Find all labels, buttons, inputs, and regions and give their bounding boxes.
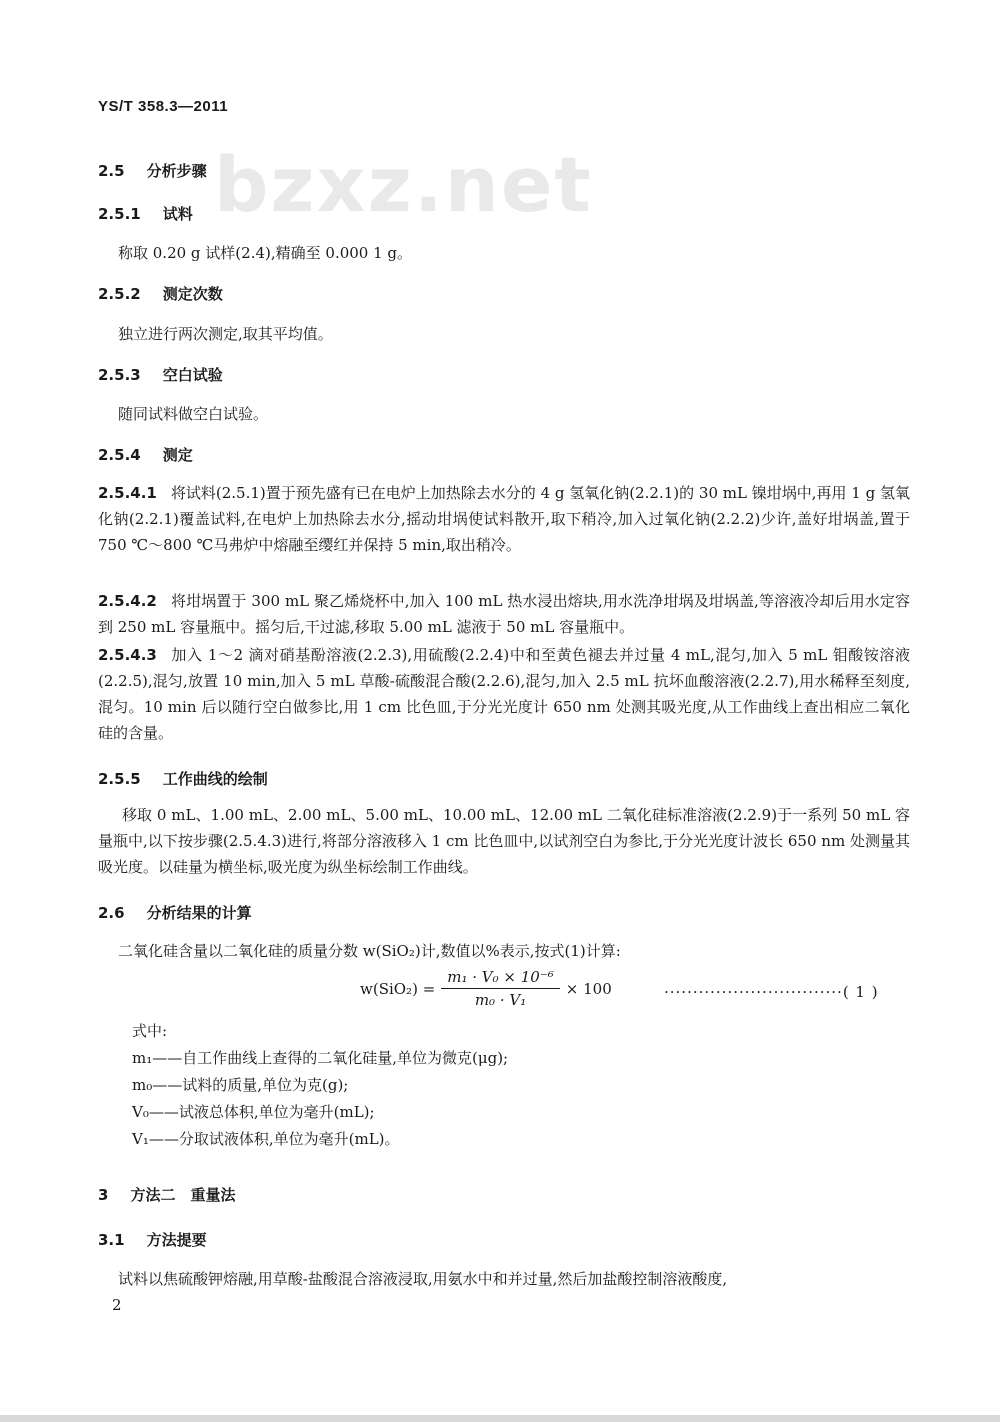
definition-m0: m₀——试料的质量,单位为克(g); <box>132 1076 349 1094</box>
section-number: 2.6 <box>98 904 125 922</box>
section-heading-2-5-4 <box>98 444 193 465</box>
section-number: 2.5.1 <box>98 205 141 223</box>
section-heading-3 <box>98 1184 235 1205</box>
section-title: 试料 <box>162 205 193 223</box>
standard-code: YS/T 358.3—2011 <box>98 98 229 115</box>
section-heading-2-5-1 <box>98 203 193 224</box>
formula-leader-dots: ······························· <box>664 983 843 1001</box>
paragraph-3-1: 试料以焦硫酸钾熔融,用草酸-盐酸混合溶液浸取,用氨水中和并过量,然后加盐酸控制溶液酸度, <box>118 1270 728 1288</box>
clause-text: 加入 1～2 滴对硝基酚溶液(2.2.3),用硫酸(2.2.4)中和至黄色褪去并过量 4 mL,混匀,加入 5 mL 钼酸铵溶液(2.2.5),混匀,放置 10 min,加入 5 mL 草酸-硫酸混合酸(2.2.6),混匀,加入 2.5 mL 抗坏血酸溶液(2.2.7),用水稀释至刻度,混匀。10 min 后以随行空白做参比,用 1 cm 比色皿,于分光光度计 650 nm 处测其吸光度,从工作曲线上查出相应二氧化硅的含量。 <box>98 646 910 742</box>
paragraph-2-5-3: 随同试料做空白试验。 <box>118 405 269 423</box>
paragraph-2-5-1: 称取 0.20 g 试样(2.4),精确至 0.000 1 g。 <box>118 244 413 262</box>
section-heading-2-5-3 <box>98 364 223 385</box>
page-bottom-edge <box>0 1415 1000 1422</box>
definition-v0: V₀——试液总体积,单位为毫升(mL); <box>132 1103 375 1121</box>
section-title: 方法提要 <box>146 1231 207 1249</box>
section-heading-2-5 <box>98 160 207 181</box>
section-heading-3-1 <box>98 1229 207 1250</box>
section-number: 2.5 <box>98 162 125 180</box>
clause-text: 将坩埚置于 300 mL 聚乙烯烧杯中,加入 100 mL 热水浸出熔块,用水洗净坩埚及坩埚盖,等溶液冷却后用水定容到 250 mL 容量瓶中。摇匀后,干过滤,移取 5.00 mL 滤液于 50 mL 容量瓶中。 <box>98 592 910 636</box>
section-number: 3.1 <box>98 1231 125 1249</box>
paragraph-2-5-4-2 <box>98 588 910 640</box>
section-title: 测定 <box>162 446 193 464</box>
formula-number: ( 1 ) <box>842 983 879 1001</box>
section-heading-2-5-5 <box>98 768 268 789</box>
section-number: 2.5.5 <box>98 770 141 788</box>
clause-number: 2.5.4.1 <box>98 484 157 502</box>
section-title: 空白试验 <box>162 366 223 384</box>
formula-lhs: w(SiO₂) = <box>360 979 436 998</box>
page-number: 2 <box>112 1296 122 1314</box>
section-number: 3 <box>98 1186 109 1204</box>
definition-m1: m₁——自工作曲线上查得的二氧化硅量,单位为微克(μg); <box>132 1049 509 1067</box>
section-title: 测定次数 <box>162 285 223 303</box>
clause-text: 将试料(2.5.1)置于预先盛有已在电炉上加热除去水分的 4 g 氢氧化钠(2.2.1)的 30 mL 镍坩埚中,再用 1 g 氢氧化钠(2.2.1)覆盖试料,在电炉上加热除去水分,摇动坩埚使试料散开,取下稍冷,加入过氧化钠(2.2.2)少许,盖好坩埚盖,置于 750 ℃～800 ℃马弗炉中熔融至缨红并保持 5 min,取出稍冷。 <box>98 484 910 554</box>
paragraph-2-5-2: 独立进行两次测定,取其平均值。 <box>118 325 333 343</box>
formula-tail: × 100 <box>565 979 612 998</box>
section-heading-2-5-2 <box>98 283 223 304</box>
section-title: 工作曲线的绘制 <box>162 770 268 788</box>
watermark: bzxz.net <box>214 140 593 229</box>
clause-number: 2.5.4.3 <box>98 646 157 664</box>
section-title: 分析结果的计算 <box>146 904 252 922</box>
section-number: 2.5.3 <box>98 366 141 384</box>
formula-numerator: m₁ · V₀ × 10⁻⁶ <box>441 968 560 989</box>
section-heading-2-6 <box>98 902 252 923</box>
where-label: 式中: <box>132 1022 168 1040</box>
formula-fraction <box>441 968 560 1009</box>
paragraph-2-5-4-1 <box>98 480 910 558</box>
section-title: 分析步骤 <box>146 162 207 180</box>
section-number: 2.5.2 <box>98 285 141 303</box>
paragraph-2-5-4-3 <box>98 642 910 746</box>
clause-number: 2.5.4.2 <box>98 592 157 610</box>
section-number: 2.5.4 <box>98 446 141 464</box>
paragraph-2-6: 二氧化硅含量以二氧化硅的质量分数 w(SiO₂)计,数值以%表示,按式(1)计算: <box>118 942 621 960</box>
paragraph-2-5-5: 移取 0 mL、1.00 mL、2.00 mL、5.00 mL、10.00 mL、12.00 mL 二氧化硅标准溶液(2.2.9)于一系列 50 mL 容量瓶中,以下按步骤(2.5.4.3)进行,将部分溶液移入 1 cm 比色皿中,以试剂空白为参比,于分光光度计波长 650 nm 处测量其吸光度。以硅量为横坐标,吸光度为纵坐标绘制工作曲线。 <box>98 806 910 876</box>
section-title: 方法二 重量法 <box>130 1186 236 1204</box>
formula-label <box>664 983 879 1001</box>
definition-v1: V₁——分取试液体积,单位为毫升(mL)。 <box>132 1130 400 1148</box>
formula-denominator: m₀ · V₁ <box>474 991 527 1009</box>
formula-1 <box>360 968 612 1009</box>
